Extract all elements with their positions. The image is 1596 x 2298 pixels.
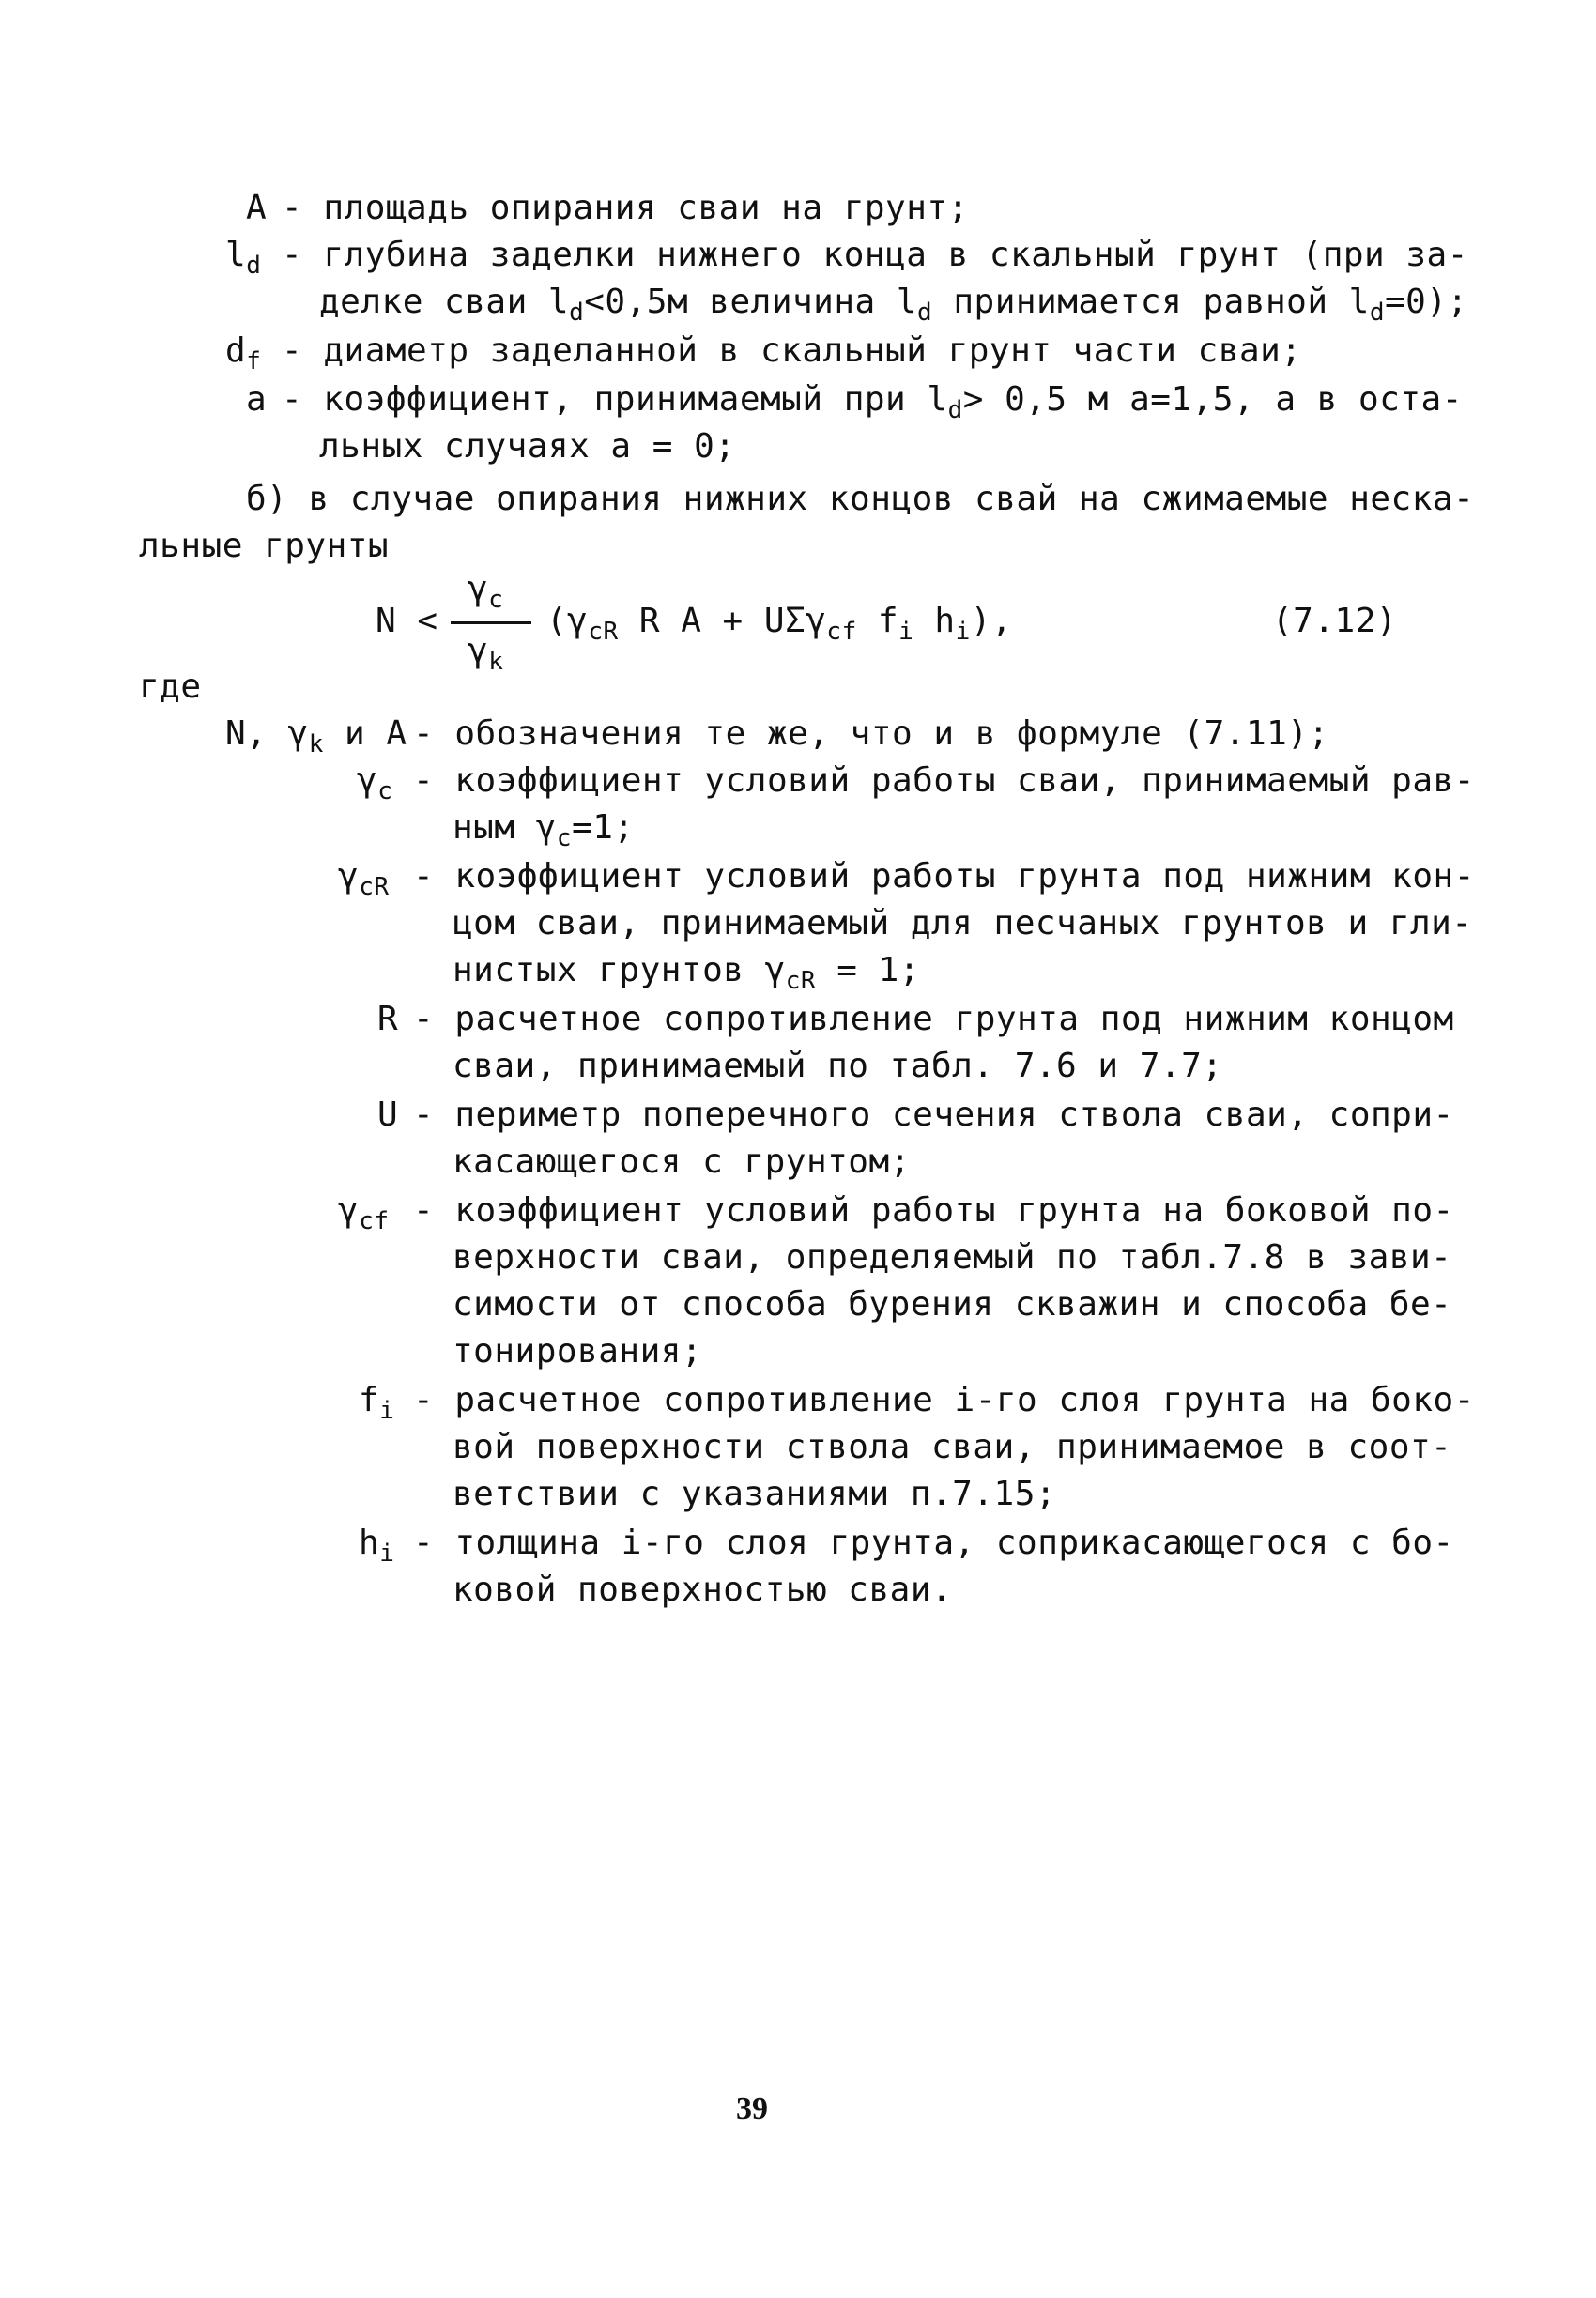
def-fi-symbol: $f_i$ [359,1381,395,1425]
paragraph-b-line-2: льные грунты [139,527,390,565]
def-gcR-symbol: $\gamma_{cR}$ [338,857,390,901]
def-ld-symbol: $l_d$ [225,236,262,280]
def-A-symbol: А [246,189,268,227]
def-a-symbol: a [246,380,268,419]
def-fi-text-2: вой поверхности ствола сваи, принимаемое в соот- [453,1428,1452,1466]
def-a-text-2: льных случаях а = 0; [319,427,736,466]
def-gcf-symbol: $\gamma_{cf}$ [338,1191,390,1235]
def-gc-symbol: $\gamma_c$ [357,761,393,805]
def-gcf-text-1: - коэффициент условий работы грунта на боковой по- [413,1191,1454,1230]
def-U-text-2: касающегося с грунтом; [453,1142,911,1181]
def-fi-text-1: - расчетное сопротивление i-го слоя грунта на боко- [413,1381,1475,1419]
def-hi-text-2: ковой поверхностью сваи. [453,1570,953,1609]
formula-number: (7.12) [1272,602,1398,640]
def-R-symbol: R [377,1000,399,1038]
def-gc-text-2: ным $\gamma_c=1$; [453,808,635,852]
def-gcR-text-1: - коэффициент условий работы грунта под нижним кон- [413,857,1475,896]
paragraph-b-line-1: б) в случае опирания нижних концов свай на сжимаемые неска- [246,480,1475,518]
def-R-text-2: сваи, принимаемый по табл. 7.6 и 7.7; [453,1047,1223,1085]
def-hi-text-1: - толщина i-го слоя грунта, соприкасающегося с бо- [413,1524,1454,1562]
def-N-text: - обозначения те же, что и в формуле (7.11); [413,714,1329,753]
def-N-symbol: N, $\gamma_k$ и А [225,714,407,758]
def-fi-text-3: ветствии с указаниями п.7.15; [453,1475,1057,1513]
def-gcf-text-2: верхности сваи, определяемый по табл.7.8 в зави- [453,1238,1452,1277]
def-gcf-text-3: симости от способа бурения скважин и способа бе- [453,1285,1452,1324]
where-label: где [139,667,202,706]
def-gc-text-1: - коэффициент условий работы сваи, принимаемый рав- [413,761,1475,800]
def-R-text-1: - расчетное сопротивление грунта под нижним концом [413,1000,1454,1038]
page-number: 39 [736,2091,768,2126]
def-gcR-text-2: цом сваи, принимаемый для песчаных грунтов и гли- [453,904,1473,942]
formula-numerator: $\gamma_c$ [468,570,504,614]
def-ld-text-2: делке сваи $l_d<0,5м$ величина $l_d$ принимается равной $l_d=0$); [319,283,1468,327]
def-a-text-1: - коэффициент, принимаемый при $l_d> 0,5$ м а=1,5, а в оста- [282,380,1463,424]
formula-denominator: $\gamma_k$ [468,632,504,676]
def-U-text-1: - периметр поперечного сечения ствола сваи, сопри- [413,1095,1454,1134]
formula-lhs: N < [376,602,438,640]
def-U-symbol: U [377,1095,399,1134]
def-ld-text-1: - глубина заделки нижнего конца в скальный грунт (при за- [282,236,1468,274]
def-df-text: - диаметр заделанной в скальный грунт части сваи; [282,331,1302,370]
formula-rhs: ($\gamma_{cR}$ R A + UΣγ$_{cf}$ $f_i$ $h_i$), [546,602,1013,646]
formula-fraction-bar [451,621,531,624]
def-hi-symbol: $h_i$ [359,1524,395,1568]
def-A-text: - площадь опирания сваи на грунт; [282,189,969,227]
def-gcR-text-3: нистых грунтов $\gamma_{cR} = 1$; [453,951,920,995]
def-df-symbol: $d_f$ [225,331,262,375]
def-gcf-text-4: тонирования; [453,1332,703,1371]
